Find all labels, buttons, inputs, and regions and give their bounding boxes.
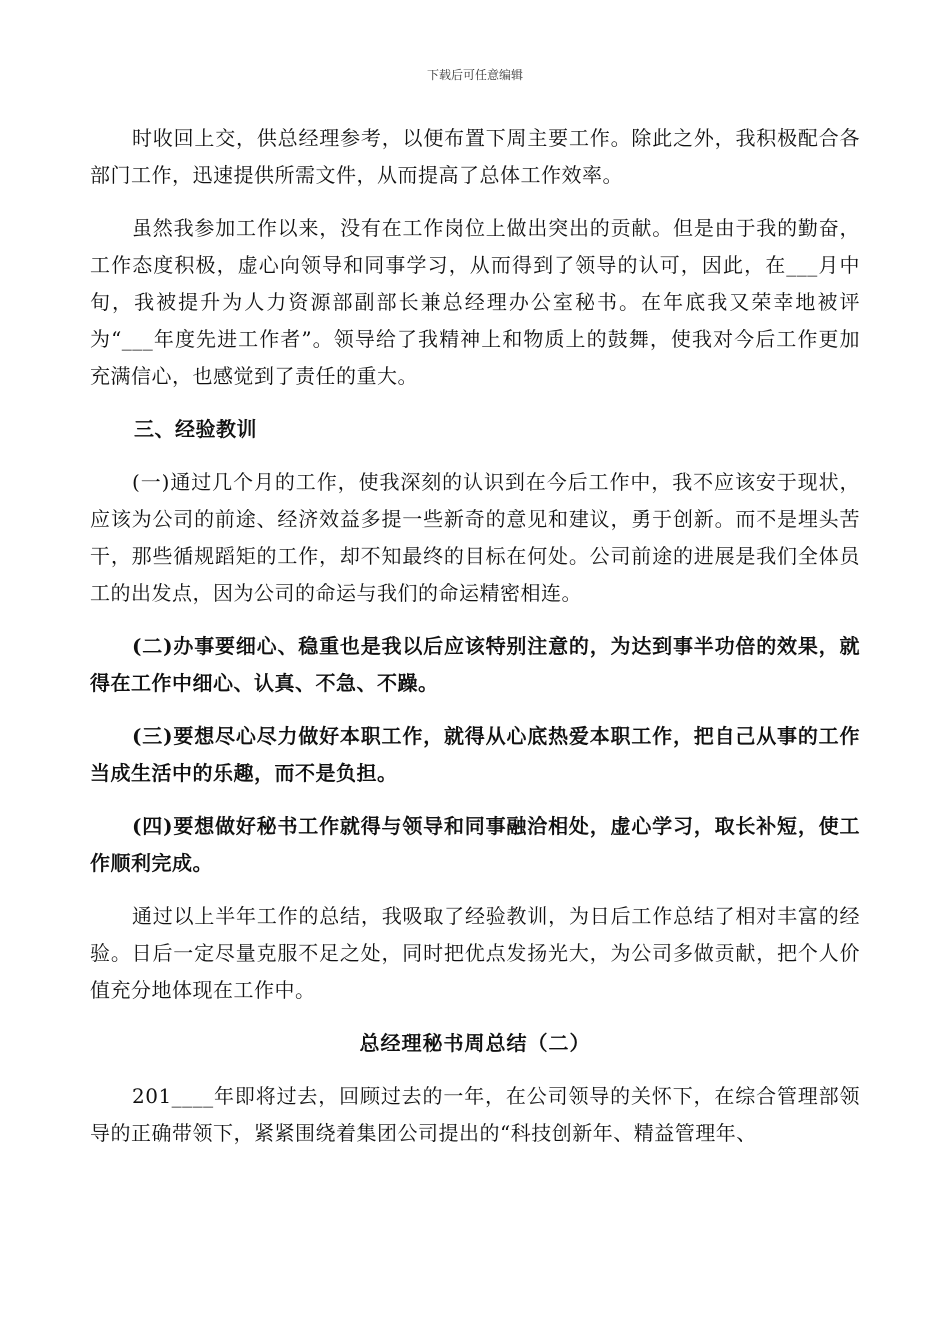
paragraph-lesson-1: (一)通过几个月的工作，使我深刻的认识到在今后工作中，我不应该安于现状，应该为公司的前途、经济效益多提一些新奇的意见和建议，勇于创新。而不是埋头苦干，那些循规蹈矩的工作，却不知最终的目标在何处。公司前途的进展是我们全体员工的出发点，因为公司的命运与我们的命运精密相连。 (90, 470, 860, 605)
paragraph-1: 时收回上交，供总经理参考，以便布置下周主要工作。除此之外，我积极配合各部门工作，迅速提供所需文件，从而提高了总体工作效率。 (90, 126, 860, 187)
page-header: 下载后可任意编辑 (426, 68, 523, 82)
paragraph-lesson-4: (四)要想做好秘书工作就得与领导和同事融洽相处，虚心学习，取长补短，使工作顺利完成。 (90, 814, 860, 875)
paragraph-lesson-2: (二)办事要细心、稳重也是我以后应该特别注意的，为达到事半功倍的效果，就得在工作中细心、认真、不急、不躁。 (90, 634, 860, 695)
section-heading-lessons: 三、经验教训 (134, 417, 257, 441)
paragraph-conclusion: 通过以上半年工作的总结，我吸取了经验教训，为日后工作总结了相对丰富的经验。日后一定尽量克服不足之处，同时把优点发扬光大，为公司多做贡献，把个人价值充分地体现在工作中。 (90, 904, 860, 1002)
document-title-2: 总经理秘书周总结（二） (359, 1031, 591, 1055)
paragraph-intro-2: 201____年即将过去，回顾过去的一年，在公司领导的关怀下，在综合管理部领导的正确带领下，紧紧围绕着集团公司提出的“科技创新年、精益管理年、 (90, 1084, 860, 1145)
paragraph-lesson-3: (三)要想尽心尽力做好本职工作，就得从心底热爱本职工作，把自己从事的工作当成生活中的乐趣，而不是负担。 (90, 724, 860, 785)
paragraph-2: 虽然我参加工作以来，没有在工作岗位上做出突出的贡献。但是由于我的勤奋，工作态度积极，虚心向领导和同事学习，从而得到了领导的认可，因此，在___月中旬，我被提升为人力资源部副部长兼总经理办公室秘书。在年底我又荣幸地被评为“___年度先进工作者”。领导给了我精神上和物质上的鼓舞，使我对今后工作更加充满信心，也感觉到了责任的重大。 (90, 216, 860, 388)
document-body (90, 120, 860, 1168)
